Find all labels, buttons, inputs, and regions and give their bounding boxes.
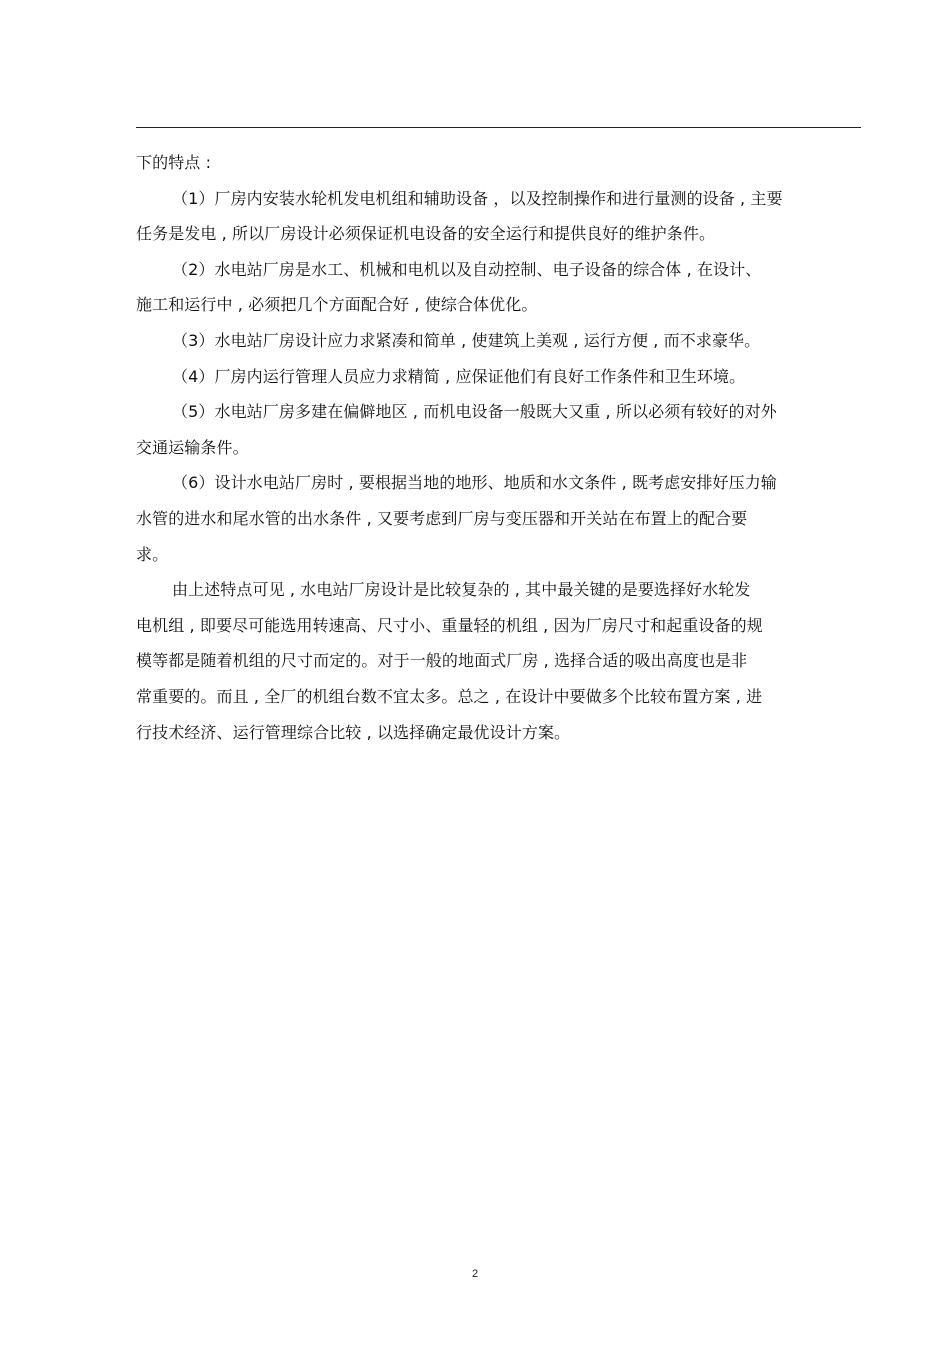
- body-text: [136, 145, 861, 750]
- text-line: 下的特点 :: [136, 153, 212, 172]
- text-line: 常重要的。而且 , 全厂的机组台数不宜太多。总之 , 在设计中要做多个比较布置方案 , 进: [136, 686, 763, 706]
- text-line: 施工和运行中 , 必须把几个方面配合好 , 使综合体优化。: [136, 295, 538, 315]
- header-rule: [136, 127, 861, 128]
- text-line: （1）厂房内安装水轮机发电机组和辅助设备 ，以及控制操作和进行量测的设备 , 主要: [172, 188, 783, 208]
- text-line: （3）水电站厂房设计应力求紧凑和简单 , 使建筑上美观 , 运行方便 , 而不求豪华。: [172, 330, 761, 350]
- text-line: 行技术经济、运行管理综合比较 , 以选择确定最优设计方案。: [136, 722, 571, 742]
- page-number: 2: [471, 1268, 479, 1280]
- text-line: （2）水电站厂房是水工、机械和电机以及自动控制、电子设备的综合体 , 在设计、: [172, 259, 762, 279]
- text-line: 求。: [136, 544, 169, 564]
- text-line: （5）水电站厂房多建在偏僻地区 , 而机电设备一般既大又重 , 所以必须有较好的对外: [172, 402, 777, 422]
- text-line: （4）厂房内运行管理人员应力求精简 , 应保证他们有良好工作条件和卫生环境。: [172, 366, 746, 386]
- text-line: 交通运输条件。: [136, 437, 249, 457]
- text-line: 任务是发电 , 所以厂房设计必须保证机电设备的安全运行和提供良好的维护条件。: [136, 224, 716, 244]
- text-line: （6）设计水电站厂房时 , 要根据当地的地形、地质和水文条件 , 既考虑安排好压力输: [172, 473, 777, 493]
- text-line: 由上述特点可见 , 水电站厂房设计是比较复杂的 , 其中最关键的是要选择好水轮发: [172, 580, 751, 600]
- text-line: 电机组 , 即要尽可能选用转速高、尺寸小、重量轻的机组 , 因为厂房尺寸和起重设备的规: [136, 615, 763, 635]
- text-line: 模等都是随着机组的尺寸而定的。对于一般的地面式厂房 , 选择合适的吸出高度也是非: [136, 651, 748, 671]
- text-line: 水管的进水和尾水管的出水条件 , 又要考虑到厂房与变压器和开关站在布置上的配合要: [136, 508, 748, 528]
